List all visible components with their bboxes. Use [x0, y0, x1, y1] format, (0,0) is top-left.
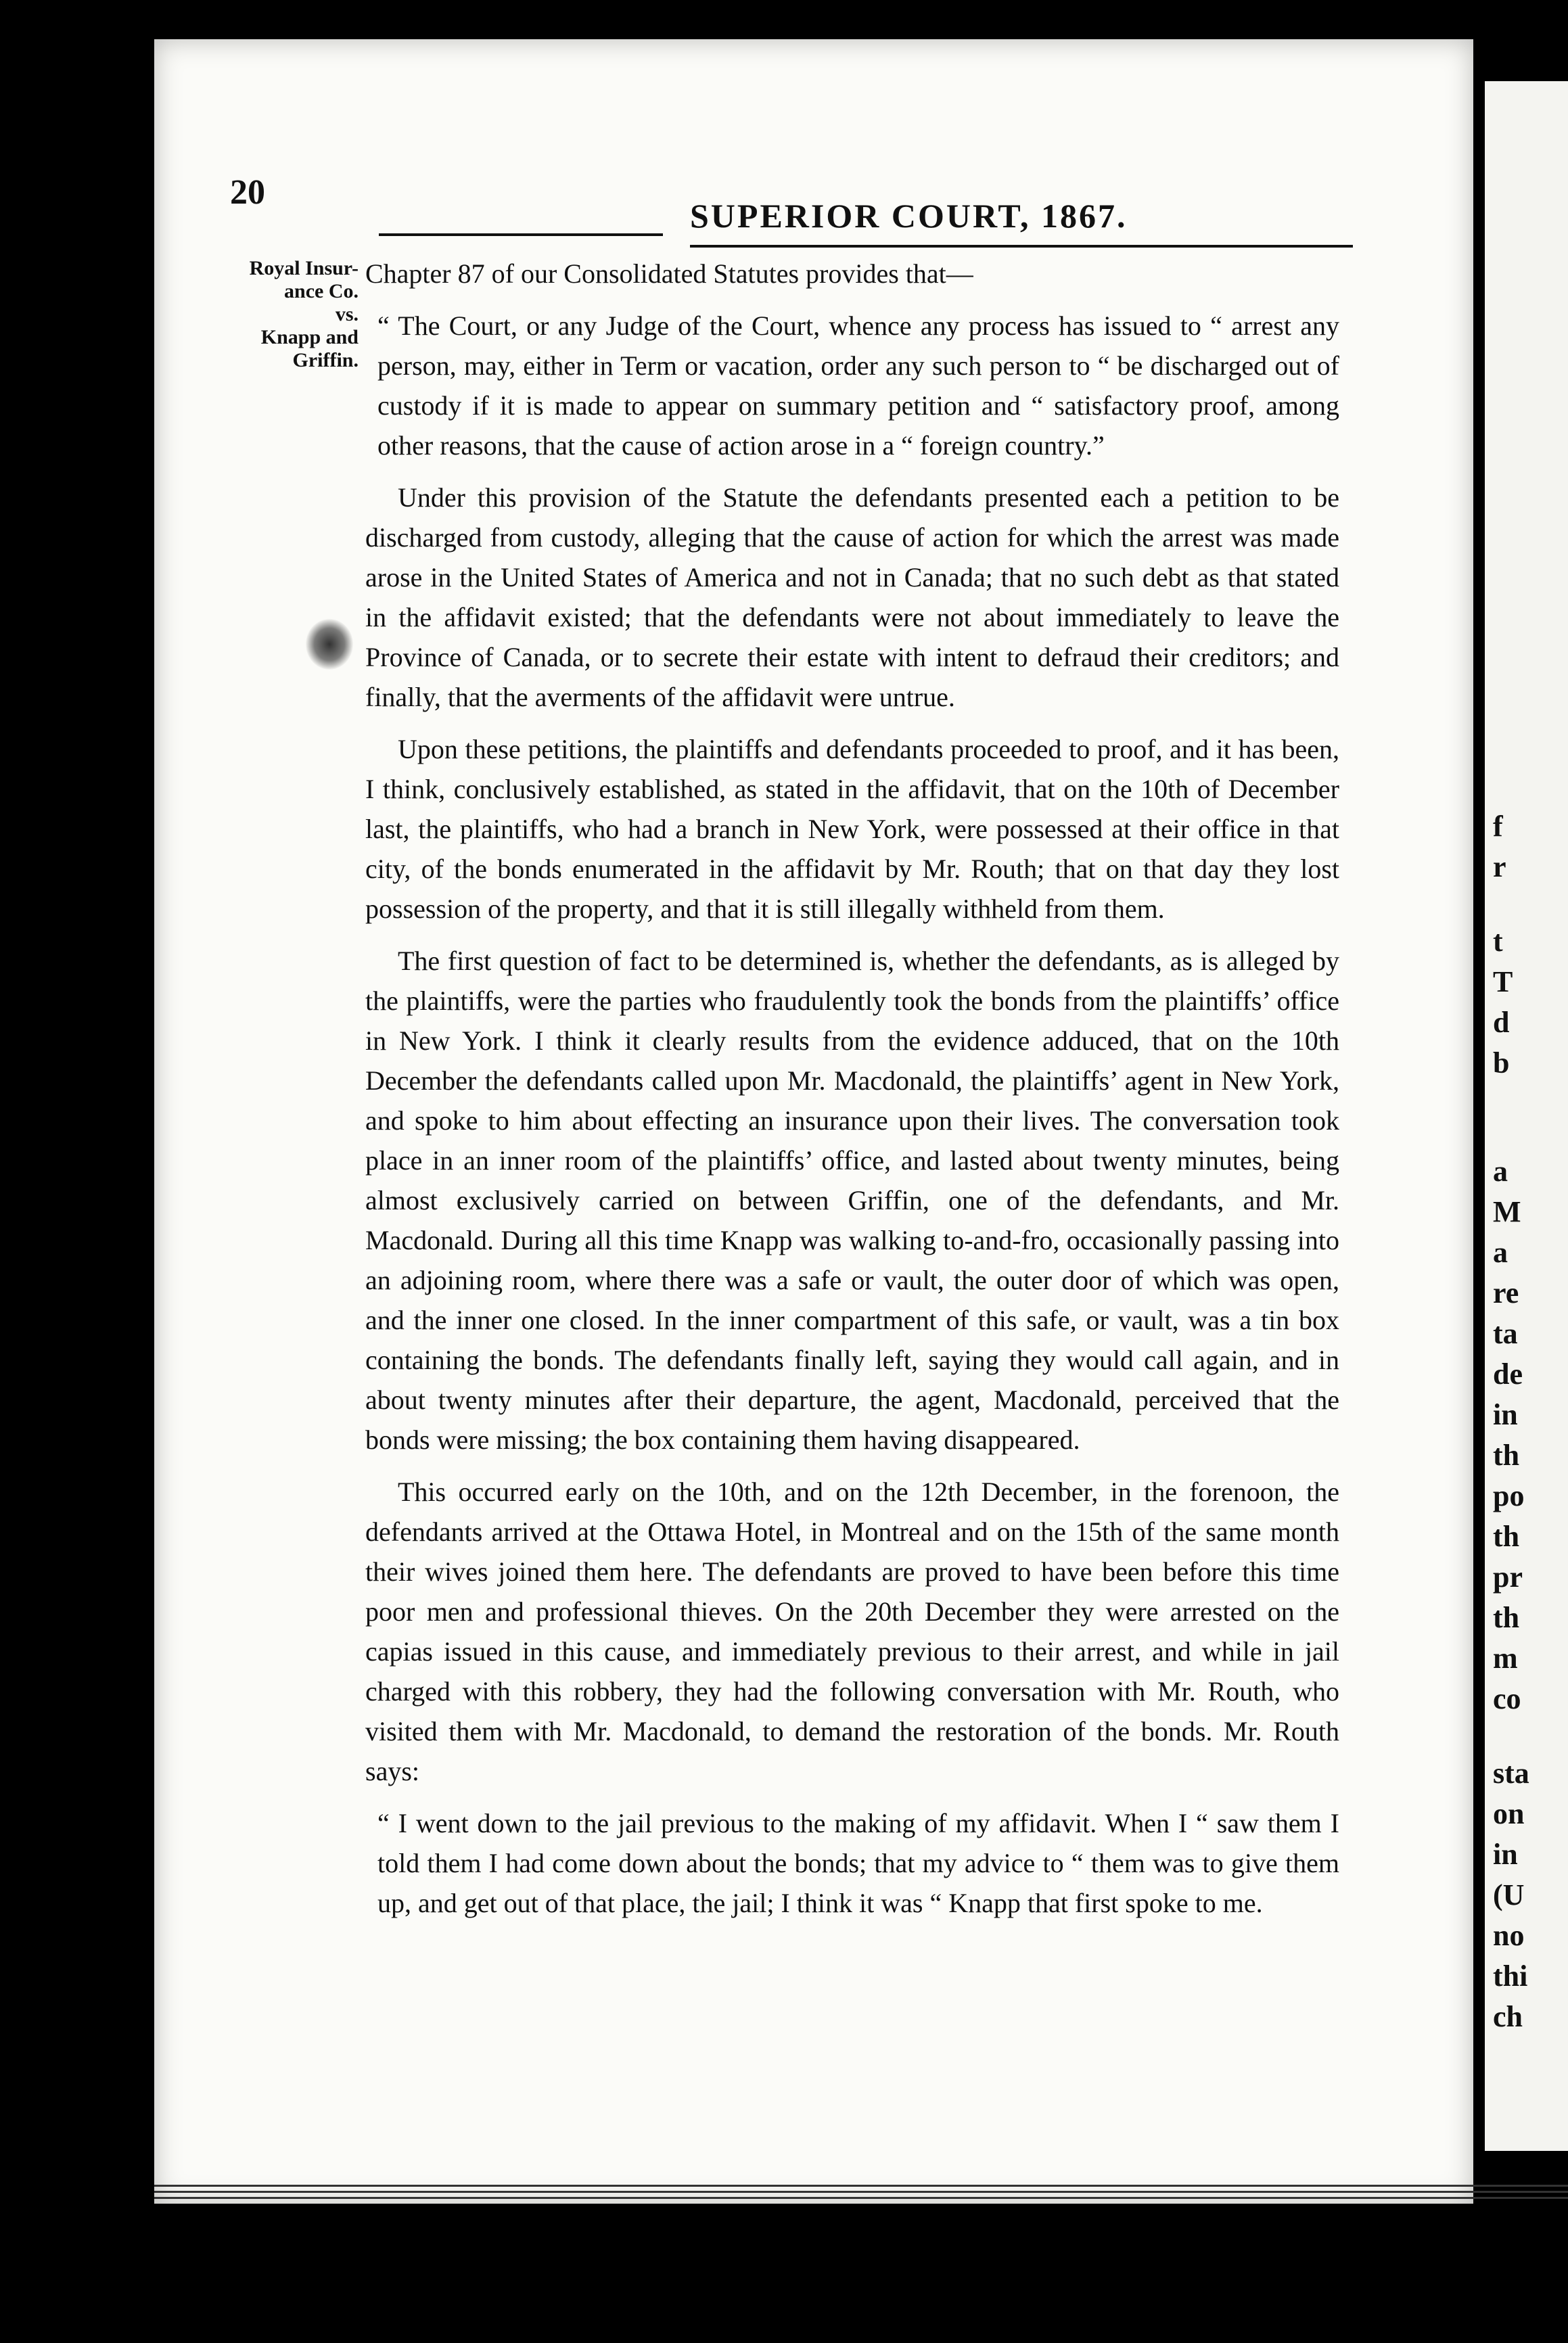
header-rule-left	[379, 233, 663, 236]
testimony-quote: “ I went down to the jail previous to the making of my affidavit. When I “ saw them I told them I had come down about the bonds; that my advice to “ them was to give them up, and get out of that place, the jail; I think it was “ Knapp that first spoke to me.	[377, 1808, 1339, 1918]
adjacent-page-fragment: de	[1493, 1358, 1523, 1391]
adjacent-page-fragment: no	[1493, 1919, 1525, 1952]
adjacent-page-fragment: th	[1493, 1439, 1520, 1472]
adjacent-page-fragment: a	[1493, 1236, 1508, 1269]
header-rule-right	[690, 245, 1353, 248]
paragraph: Upon these petitions, the plaintiffs and defendants proceeded to proof, and it has been, I think, conclusively established, as stated in the affidavit, that on the 10th of December last, the plaintiffs, who had a branch in New York, were possessed at their office in that city, of the bonds enumerated in the affidavit by Mr. Routh; that on that day they lost possession of the property, and that it is still illegally withheld from them.	[365, 734, 1339, 924]
side-note-line: Royal Insur-	[249, 257, 359, 279]
adjacent-page-fragment: T	[1493, 965, 1513, 998]
side-note-line: Griffin.	[292, 349, 359, 371]
bottom-rules	[154, 2185, 1568, 2212]
paragraph: Under this provision of the Statute the defendants presented each a petition to be discharged from custody, alleging that the cause of action for which the arrest was made arose in the United States of America and not in Canada; that no such debt as that stated in the affidavit existed; that the defendants were not about immediately to leave the Province of Canada, or to secrete their estate with intent to defraud their creditors; and finally, that the averments of the affidavit were untrue.	[365, 482, 1339, 712]
case-side-note	[216, 257, 359, 372]
adjacent-page-fragment: a	[1493, 1155, 1508, 1188]
ink-smudge	[306, 619, 353, 670]
adjacent-page-fragment: pr	[1493, 1560, 1523, 1594]
adjacent-page-edge	[1485, 81, 1568, 2151]
adjacent-page-fragment: r	[1493, 850, 1506, 883]
adjacent-page-fragment: on	[1493, 1797, 1525, 1830]
adjacent-page-fragment: M	[1493, 1195, 1521, 1228]
adjacent-page-fragment: b	[1493, 1046, 1510, 1080]
adjacent-page-fragment: po	[1493, 1479, 1525, 1512]
adjacent-page-fragment: ch	[1493, 2000, 1523, 2033]
adjacent-page-fragment: th	[1493, 1601, 1520, 1634]
side-note-line: Knapp and	[260, 326, 359, 348]
paragraph: Chapter 87 of our Consolidated Statutes provides that—	[365, 258, 973, 289]
adjacent-page-fragment: sta	[1493, 1757, 1529, 1790]
adjacent-page-fragment: t	[1493, 925, 1503, 958]
side-note-line: vs.	[335, 303, 359, 325]
adjacent-page-fragment: in	[1493, 1838, 1518, 1871]
paragraph: The first question of fact to be determined is, whether the defendants, as is alleged by the plaintiffs, were the parties who fraudulently took the bonds from the plaintiffs’ office in New York. I think it clearly results from the evidence adduced, that on the 10th December the defendants called upon Mr. Macdonald, the plaintiffs’ agent in New York, and spoke to him about effecting an insurance upon their lives. The conversation took place in an inner room of the plaintiffs’ office, and lasted about twenty minutes, being almost exclusively carried on between Griffin, one of the defendants, and Mr. Macdonald. During all this time Knapp was walking to-and-fro, occasionally passing into an adjoining room, where there was a safe or vault, the outer door of which was open, and the inner one closed. In the inner compartment of this safe, or vault, was a tin box containing the bonds. The defendants finally left, saying they would call again, and in about twenty minutes after their departure, the agent, Macdonald, perceived that the bonds were missing; the box containing them having disappeared.	[365, 946, 1339, 1455]
adjacent-page-fragment: th	[1493, 1520, 1520, 1553]
side-note-line: ance Co.	[284, 280, 359, 302]
body-text	[365, 254, 1339, 1935]
adjacent-page-fragment: m	[1493, 1642, 1518, 1675]
adjacent-page-fragment: d	[1493, 1006, 1510, 1039]
adjacent-page-fragment: (U	[1493, 1878, 1525, 1911]
adjacent-page-fragment: re	[1493, 1276, 1519, 1309]
adjacent-page-fragment: ta	[1493, 1317, 1518, 1350]
running-head: SUPERIOR COURT, 1867.	[690, 197, 1128, 235]
scan-bottom-border	[0, 2219, 1568, 2343]
adjacent-page-fragment: f	[1493, 810, 1503, 843]
paragraph: This occurred early on the 10th, and on the 12th December, in the forenoon, the defendants arrived at the Ottawa Hotel, in Montreal and on the 15th of the same month their wives joined them here. The defendants are proved to have been before this time poor men and professional thieves. On the 20th December they were arrested on the capias issued in this cause, and immediately previous to their arrest, and while in jail charged with this robbery, they had the following conversation with Mr. Routh, who visited them with Mr. Macdonald, to demand the restoration of the bonds. Mr. Routh says:	[365, 1477, 1339, 1786]
adjacent-page-fragment: thi	[1493, 1959, 1528, 1993]
adjacent-page-fragment: co	[1493, 1682, 1521, 1715]
page-number: 20	[230, 173, 265, 212]
adjacent-page-fragment: in	[1493, 1398, 1518, 1431]
statute-quote: “ The Court, or any Judge of the Court, whence any process has issued to “ arrest any person, may, either in Term or vacation, order any such person to “ be discharged out of custody if it is made to appear on summary petition and “ satisfactory proof, among other reasons, that the cause of action arose in a “ foreign country.”	[377, 310, 1339, 461]
